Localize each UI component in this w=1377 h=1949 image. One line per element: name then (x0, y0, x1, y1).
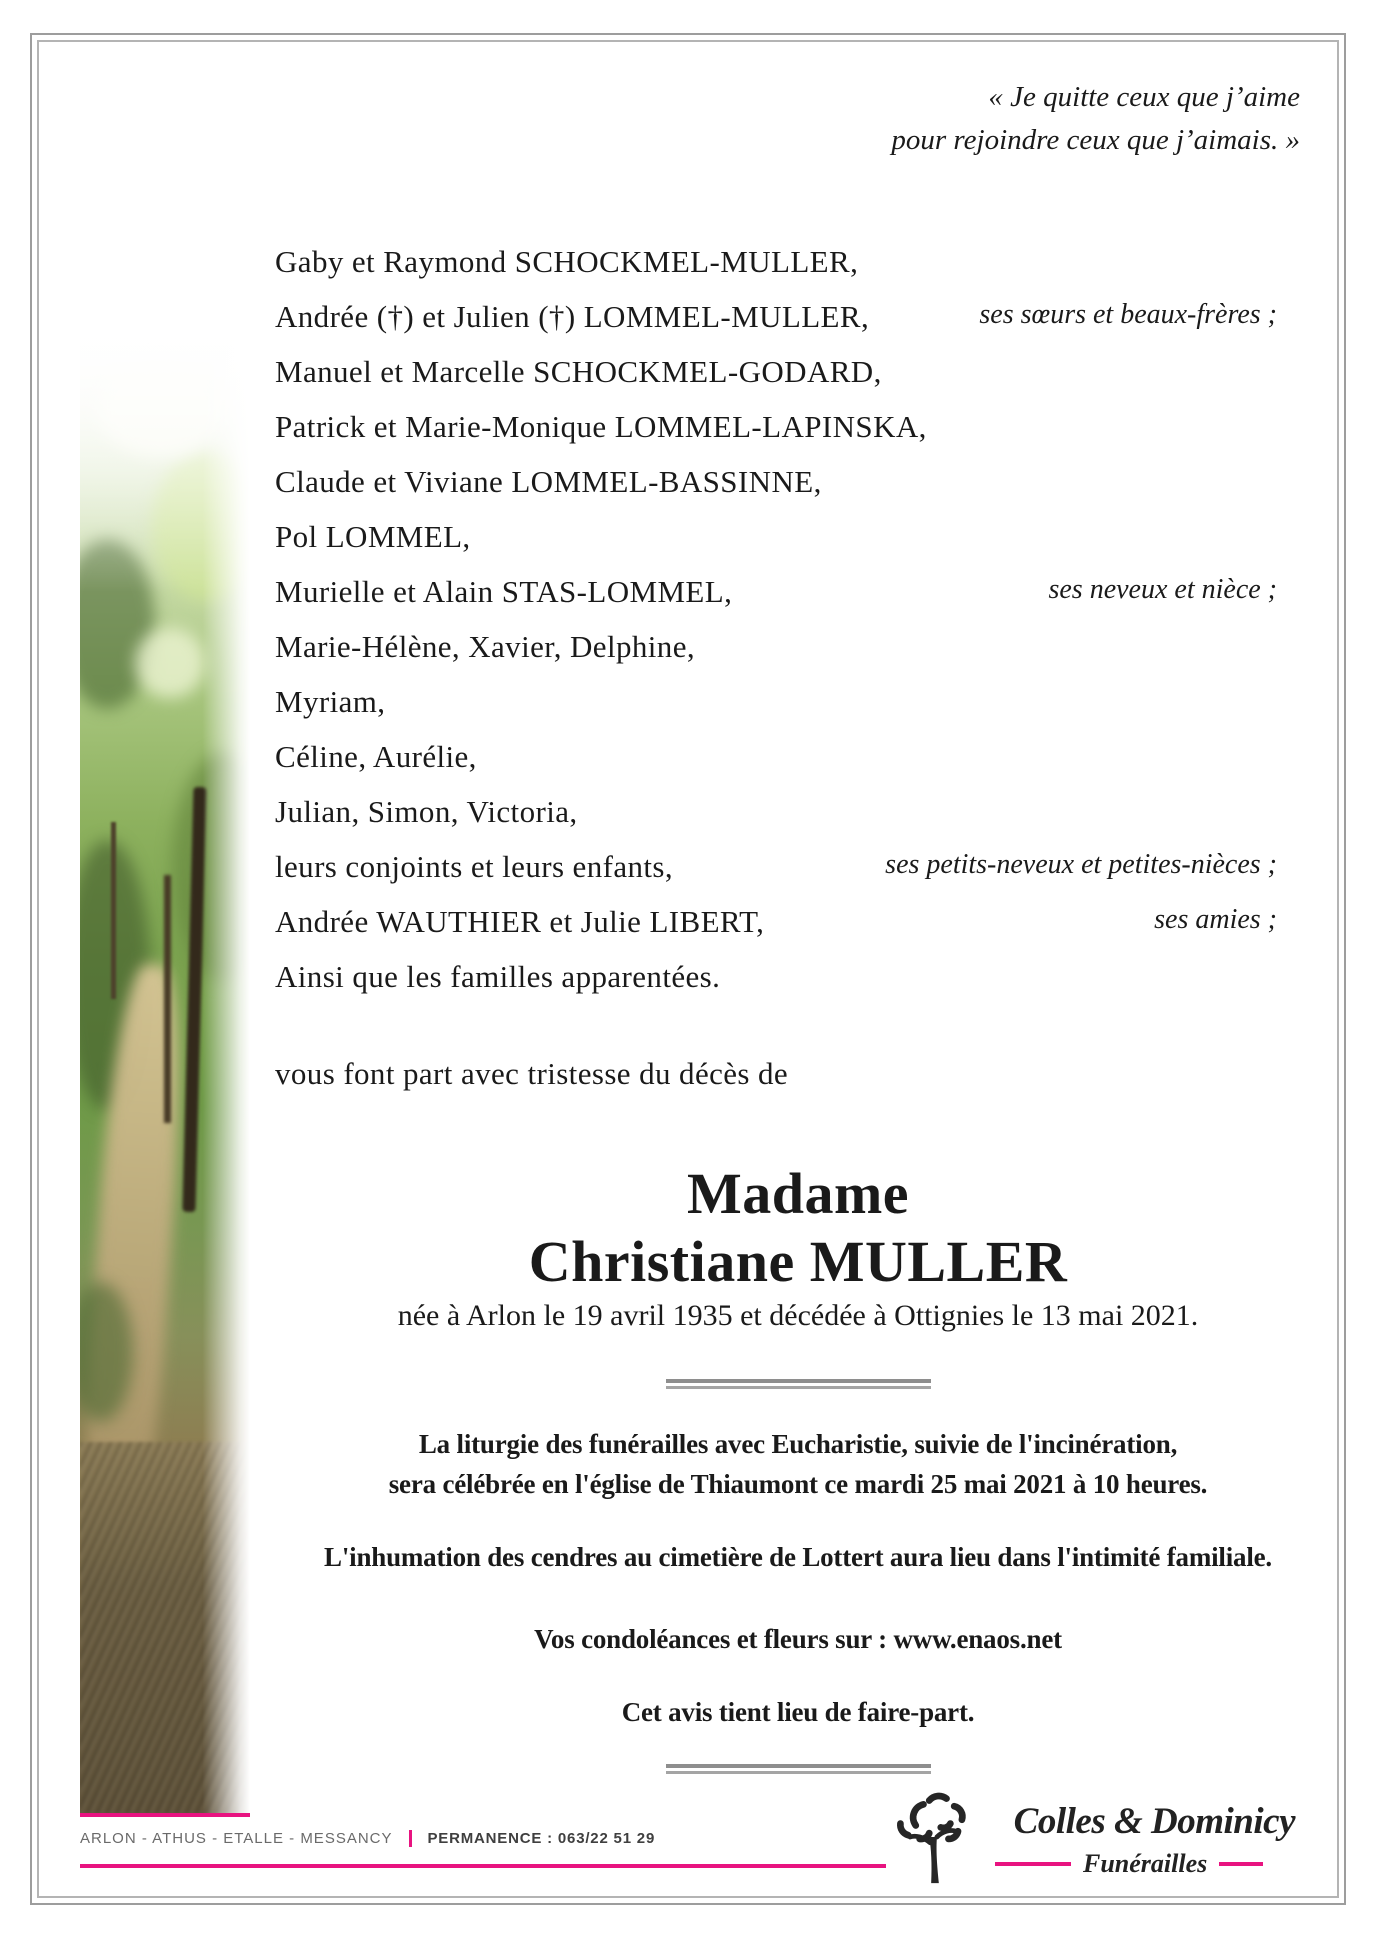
footer-accent-line (80, 1864, 886, 1868)
subtitle-dash-right (1219, 1862, 1263, 1866)
announcement-intro: vous font part avec tristesse du décès de (275, 1056, 789, 1091)
family-names: Julian, Simon, Victoria, (275, 794, 578, 829)
footer-contact-line (80, 1830, 655, 1847)
family-row (275, 794, 1277, 849)
family-names: leurs conjoints et leurs enfants, (275, 849, 674, 884)
photo-fade-overlay (80, 44, 250, 1813)
family-names: Céline, Aurélie, (275, 739, 477, 774)
quote-line-1: « Je quitte ceux que j’aime (988, 81, 1300, 113)
funeral-home-name: Colles & Dominicy (1013, 1801, 1295, 1842)
family-relation: ses amies ; (1154, 904, 1277, 935)
family-row (275, 739, 1277, 794)
footer-separator (409, 1830, 412, 1847)
liturgy-line-2: sera célébrée en l'église de Thiaumont ce mardi 25 mai 2021 à 10 heures. (388, 1469, 1208, 1499)
family-row (275, 574, 1277, 629)
section-divider (666, 1764, 931, 1774)
family-row (275, 299, 1277, 354)
funeral-home-subtitle-row (995, 1849, 1263, 1879)
family-row (275, 849, 1277, 904)
family-names: Andrée (†) et Julien (†) LOMMEL-MULLER, (275, 299, 870, 334)
family-list (275, 244, 1277, 1014)
family-row (275, 959, 1277, 1014)
family-names: Patrick et Marie-Monique LOMMEL-LAPINSKA, (275, 409, 927, 444)
condolences-paragraph: Vos condoléances et fleurs sur : www.enaos.net (534, 1624, 1062, 1654)
footer-locations: ARLON - ATHUS - ETALLE - MESSANCY (80, 1830, 393, 1847)
family-relation: ses sœurs et beaux-frères ; (979, 299, 1277, 330)
family-row (275, 904, 1277, 959)
family-names: Ainsi que les familles apparentées. (275, 959, 721, 994)
family-row (275, 354, 1277, 409)
deceased-honorific: Madame (686, 1161, 910, 1226)
family-names: Claude et Viviane LOMMEL-BASSINNE, (275, 464, 822, 499)
family-row (275, 244, 1277, 299)
footer-permanence: PERMANENCE : 063/22 51 29 (427, 1830, 656, 1847)
family-relation: ses petits-neveux et petites-nièces ; (885, 849, 1277, 880)
inhumation-paragraph: L'inhumation des cendres au cimetière de Lottert aura lieu dans l'intimité familiale. (324, 1542, 1272, 1572)
deceased-title-block (243, 1160, 1353, 1296)
family-names: Murielle et Alain STAS-LOMMEL, (275, 574, 733, 609)
forest-path-photo (80, 44, 250, 1817)
subtitle-dash-left (995, 1862, 1071, 1866)
deceased-name: Christiane MULLER (528, 1229, 1068, 1294)
family-names: Andrée WAUTHIER et Julie LIBERT, (275, 904, 765, 939)
family-row (275, 684, 1277, 739)
family-relation: ses neveux et nièce ; (1048, 574, 1277, 605)
family-names: Marie-Hélène, Xavier, Delphine, (275, 629, 696, 664)
section-divider (666, 1379, 931, 1389)
liturgy-paragraph (243, 1424, 1353, 1504)
family-names: Gaby et Raymond SCHOCKMEL-MULLER, (275, 244, 859, 279)
family-names: Myriam, (275, 684, 386, 719)
family-row (275, 464, 1277, 519)
funeral-home-subtitle: Funérailles (1083, 1849, 1208, 1878)
tree-icon (884, 1789, 986, 1885)
opening-quote (700, 76, 1300, 162)
faire-part-notice: Cet avis tient lieu de faire-part. (621, 1697, 975, 1727)
family-row (275, 629, 1277, 684)
family-names: Manuel et Marcelle SCHOCKMEL-GODARD, (275, 354, 882, 389)
liturgy-line-1: La liturgie des funérailles avec Eucharistie, suivie de l'incinération, (418, 1429, 1178, 1459)
family-names: Pol LOMMEL, (275, 519, 471, 554)
quote-line-2: pour rejoindre ceux que j’aimais. » (891, 124, 1300, 156)
family-row (275, 519, 1277, 574)
family-row (275, 409, 1277, 464)
deceased-life-dates: née à Arlon le 19 avril 1935 et décédée à Ottignies le 13 mai 2021. (397, 1299, 1199, 1332)
